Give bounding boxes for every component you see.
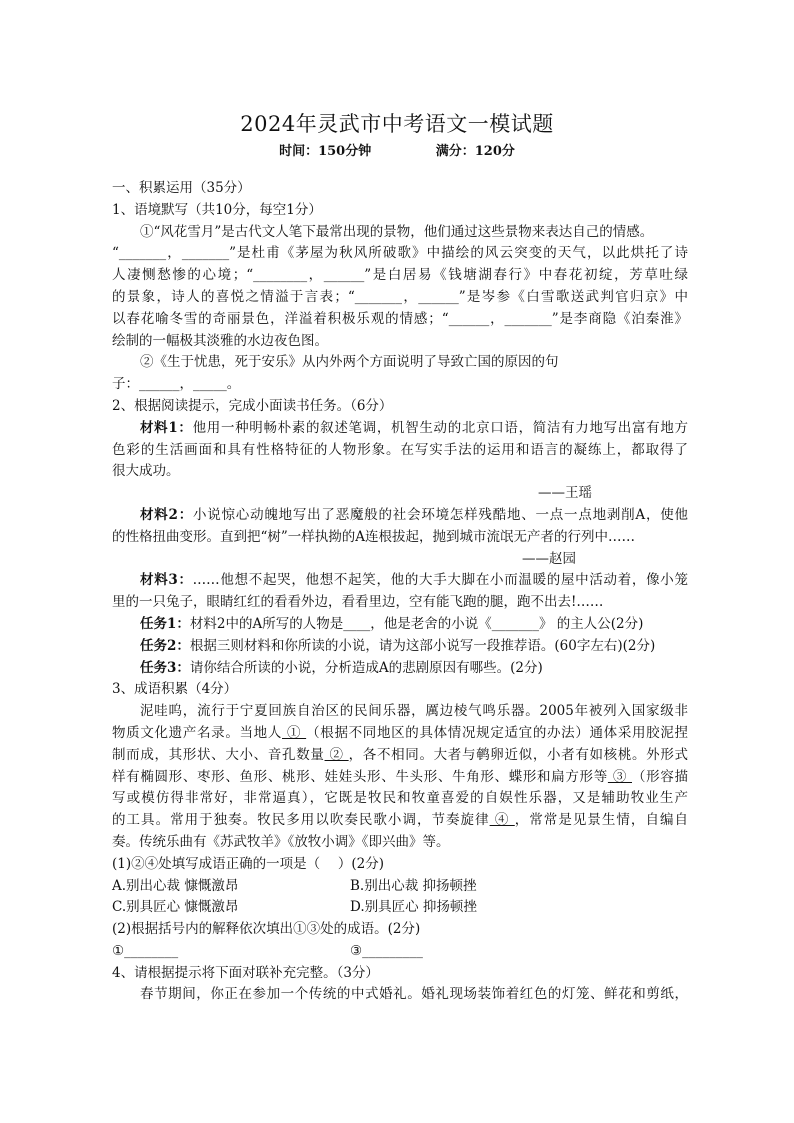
blank-4: ④ [489,812,515,829]
material-line: 材料1：他用一种明畅朴素的叙述笔调，机智生动的北京口语，简洁有力地写出富有地方 [140,419,688,436]
material-line: 里的一只兔子，眼睛红红的看看外边，看看里边，空有能飞跑的腿，跑不出去!…… [112,594,604,611]
page-title: 2024年灵武市中考语文一模试题 [240,112,554,136]
material-label: 材料1： [140,419,193,436]
answer-row [112,941,688,963]
material-line: 色彩的生活画面和具有性格特征的人物形象。在写实手法的运用和语言的凝练上，都取得了 [112,441,688,458]
option-b: B.别出心裁 抑扬顿挫 [350,877,477,894]
paragraph-line: 的景象，诗人的喜悦之情溢于言表；“_______，______”是岑参《白雪歌送武判官归京》中 [112,288,688,305]
blank-3: ③ [607,768,632,785]
task-line: 任务1：材料2中的A所写的人物是____，他是老舍的小说《_______》 的主人公(2分) [140,615,644,632]
paragraph-line: 样有椭圆形、枣形、鱼形、桃形、娃娃头形、牛头形、牛角形、蝶形和扁方形等 ③ （形容描 [112,768,689,785]
paragraph-line: 写或模仿得非常好，非常逼真），它既是牧民和牧童喜爱的自娱性乐器，又是辅助牧业生产 [112,790,688,807]
paragraph-line: ②《生于忧患，死于安乐》从内外两个方面说明了导致亡国的原因的句 [140,354,559,371]
material-line: 材料2：小说惊心动魄地写出了恶魔般的社会环境怎样残酷地、一点一点地剥削A，使他 [140,506,688,523]
paragraph-line: 奏。传统乐曲有《苏武牧羊》《放牧小调》《即兴曲》等。 [112,833,450,850]
paragraph-line: 物质文化遗产名录。当地人 ① （根据不同地区的具体情况规定适宜的办法）通体采用胶泥捏 [112,724,689,741]
task-line: 任务3：请你结合所读的小说，分析造成A的悲剧原因有哪些。(2分) [140,659,543,676]
paragraph-line: 泥哇呜，流行于宁夏回族自治区的民间乐器，厲边棱气鸣乐器。2005年被列入国家级非 [140,703,688,720]
task-label: 任务3： [140,659,190,676]
option-c: C.别具匠心 慷慨激昂 [112,899,239,916]
paragraph-line: 人凄恻愁惨的心境；“________，______”是白居易《钱塘湖春行》中春花初绽，芳草吐绿 [112,267,688,284]
sub-question: (2)根据括号内的解释依次填出①③处的成语。(2分) [112,921,421,938]
paragraph-line: 制而成，其形状、大小、音孔数量 ② ，各不相同。大者与鹌卵近似，小者有如核桃。外形式 [112,746,688,763]
question-heading: 1、语境默写（共10分，每空1分） [112,201,322,218]
paragraph-line: 以春花喻冬雪的奇丽景色，洋溢着积极乐观的情感；“______，_______”是李商隐《泊秦淮》 [112,310,688,327]
material-line: 的性格扭曲变形。直到把“树”一样执拗的A连根拔起，抛到城市流氓无产者的行列中…… [112,528,636,545]
option-a: A.别出心裁 慷慨激昂 [112,877,239,894]
paragraph-line: ①“风花雪月”是古代文人笔下最常出现的景物，他们通过这些景物来表达自己的情感。 [140,223,654,240]
paragraph-line: 子：______，_____。 [112,376,241,393]
exam-time: 时间：150分钟 [279,144,372,159]
task-label: 任务1： [140,615,190,632]
material-label: 材料2： [140,506,193,523]
paragraph-line: 绘制的一幅极其淡雅的水边夜色图。 [112,332,328,349]
material-source: ——赵园 [522,550,576,567]
material-line: 很大成功。 [112,463,180,480]
answer-blank-3: ③_________ [350,942,423,959]
blank-2: ② [324,746,349,763]
material-label: 材料3： [140,572,193,589]
option-row [112,876,688,898]
paragraph-line: 春节期间，你正在参加一个传统的中式婚礼。婚礼现场装饰着红色的灯笼、鲜花和剪纸， [140,986,688,1003]
sub-question: (1)②④处填写成语正确的一项是（ ）(2分) [112,855,385,872]
section-heading: 一、积累运用（35分） [112,180,251,196]
paragraph-line: 的工具。常用于独奏。牧民多用以吹奏民歌小调，节奏旋律 ④ ，常常是见景生情，自编自 [112,812,688,829]
paragraph-line: “_______，_______”是杜甫《茅屋为秋风所破歌》中描绘的风云突变的天气，以此烘托了诗 [112,245,688,262]
exam-meta [0,140,794,159]
task-line: 任务2：根据三则材料和你所读的小说，请为这部小说写一段推荐语。(60字左右)(2分) [140,637,656,654]
option-row [112,897,688,919]
material-line: 材料3：……他想不起哭，他想不起笑，他的大手大脚在小而温暖的屋中活动着，像小笼 [140,572,688,589]
question-heading: 3、成语积累（4分） [112,681,238,698]
exam-score: 满分：120分 [435,144,515,159]
material-source: ——王瑶 [538,485,592,502]
question-heading: 2、根据阅读提示，完成小面读书任务。（6分） [112,397,393,414]
blank-1: ① [282,724,307,741]
question-heading: 4、请根据提示将下面对联补充完整。（3分） [112,964,379,981]
option-d: D.别具匠心 抑扬顿挫 [350,899,477,916]
exam-content [112,178,688,1006]
task-label: 任务2： [140,637,190,654]
answer-blank-1: ①________ [112,942,179,959]
